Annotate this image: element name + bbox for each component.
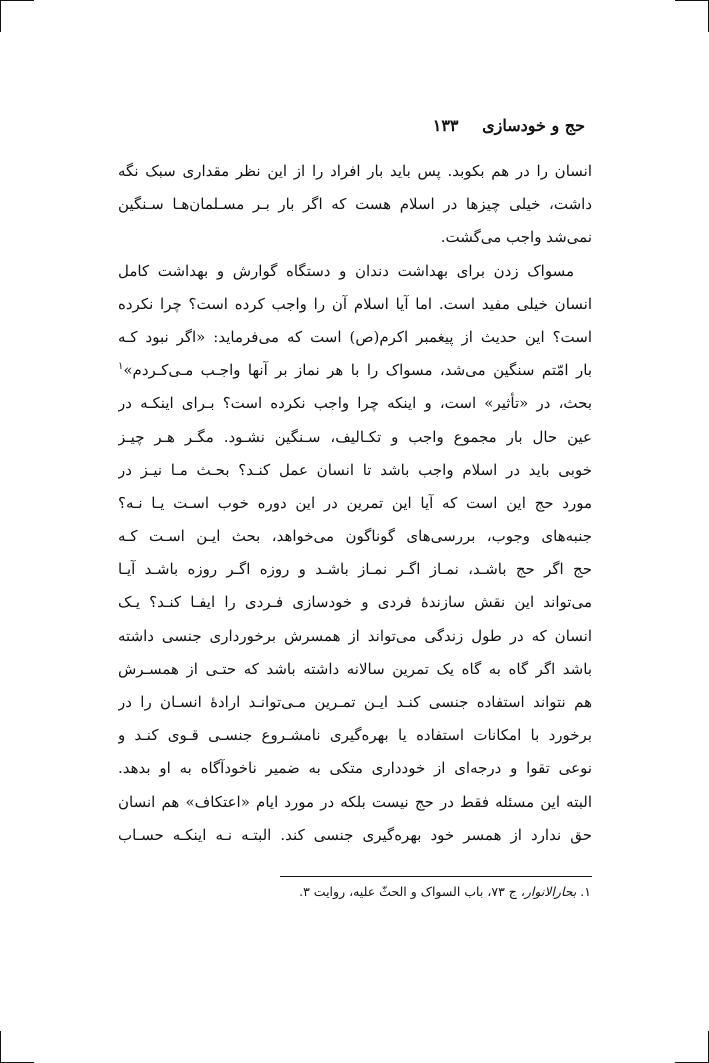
running-header-title: حج و خودسازی bbox=[482, 116, 585, 135]
footnote bbox=[299, 884, 591, 899]
text-line: است؟ این حدیث از پیغمبر اکرم(ص) است که می‌فرماید: «اگر نبود کـه bbox=[118, 327, 592, 346]
page-number: ۱۳۳ bbox=[432, 116, 459, 135]
text-line: نمی‌شد واجب می‌گشت. bbox=[440, 228, 592, 247]
footnote-marker: ۱ bbox=[118, 361, 124, 373]
text-line: نوعی تقوا و درجه‌ای از خودداری متکی به ضمیر ناخودآگاه به او بدهد. bbox=[118, 759, 592, 778]
text-line: هم نتواند استفاده جنسی کنـد ایـن تمـرین مـی‌توانـد ارادهٔ انسـان را در bbox=[118, 693, 592, 711]
body-text bbox=[118, 155, 592, 852]
text-line: برخورد با امکانات استفاده یا بهره‌گیری نامشـروع جنسـی قـوی کنـد و bbox=[118, 726, 592, 745]
crop-mark-top-right-horizontal bbox=[675, 0, 709, 1]
text-line-content: بار امّتم سنگین می‌شد، مسواک را با هر نماز بر آنها واجـب مـی‌کـردم» bbox=[123, 361, 592, 380]
text-line: بحث، در «تأثیر» است، و اینکه چرا واجب نکرده است؟ بـرای اینکـه در bbox=[118, 394, 592, 413]
text-line: حج اگر حج باشـد، نمـاز اگـر نمـاز باشـد و روزه اگـر روزه باشـد آیـا bbox=[118, 560, 592, 579]
crop-mark-bottom-left-vertical bbox=[0, 1031, 1, 1063]
footnote-book-title: بحارالانوار bbox=[524, 884, 577, 899]
crop-mark-top-left-horizontal bbox=[0, 0, 34, 1]
text-line: می‌تواند این نقش سازندهٔ فردی و خودسازی فـردی را ایفـا کنـد؟ یـک bbox=[118, 593, 592, 612]
text-line: جنبه‌های وجوب، بررسی‌های گوناگون می‌خواهد، بحث ایـن اسـت کـه bbox=[118, 527, 592, 546]
running-header bbox=[433, 116, 585, 135]
crop-mark-top-left-vertical bbox=[0, 0, 1, 32]
text-line: انسان خیلی مفید است. اما آیا اسلام آن را واجب کرده است؟ چرا نکرده bbox=[118, 294, 592, 313]
text-line: باشد اگر گاه به گاه یک تمرین سالانه داشته باشد که حتـی از همسـرش bbox=[118, 659, 592, 678]
text-line: داشت، خیلی چیزها در اسلام هست که اگر بار بـر مسـلمان‌هـا سـنگین bbox=[118, 195, 592, 214]
text-line: مورد حج این است که آیا این تمرین در این دوره خوب اسـت یـا نـه؟ bbox=[118, 493, 592, 512]
text-line-with-footnote bbox=[118, 354, 592, 387]
footnote-divider bbox=[280, 876, 592, 877]
text-line: مسواک زدن برای بهداشت دندان و دستگاه گوارش و بهداشت کامل bbox=[118, 261, 574, 280]
text-line: انسان را در هم بکوبد. پس باید بار افراد را از این نظر مقداری سبک نگه bbox=[118, 162, 592, 180]
footnote-number: ۱. bbox=[580, 884, 591, 899]
text-line: حق ندارد از همسر خود بهره‌گیری جنسی کند. البتـه نـه اینکـه حسـاب bbox=[118, 825, 592, 844]
text-line: انسان که در طول زندگی می‌تواند از همسرش برخورداری جنسی داشته bbox=[118, 626, 592, 645]
text-line: خوبی باید در اسلام واجب باشد تا انسان عمل کنـد؟ بحـث مـا نیـز در bbox=[118, 460, 592, 479]
footnote-reference: ، ج ۷۳، باب السواک و الحثّ علیه، روایت ۳. bbox=[299, 884, 525, 899]
text-line: عین حال بار مجموع واجب و تکـالیف، سـنگین نشـود. مگـر هـر چیـز bbox=[118, 427, 592, 446]
text-line: البته این مسئله فقط در حج نیست بلکه در مورد ایام «اعتکاف» هم انسان bbox=[118, 792, 592, 811]
